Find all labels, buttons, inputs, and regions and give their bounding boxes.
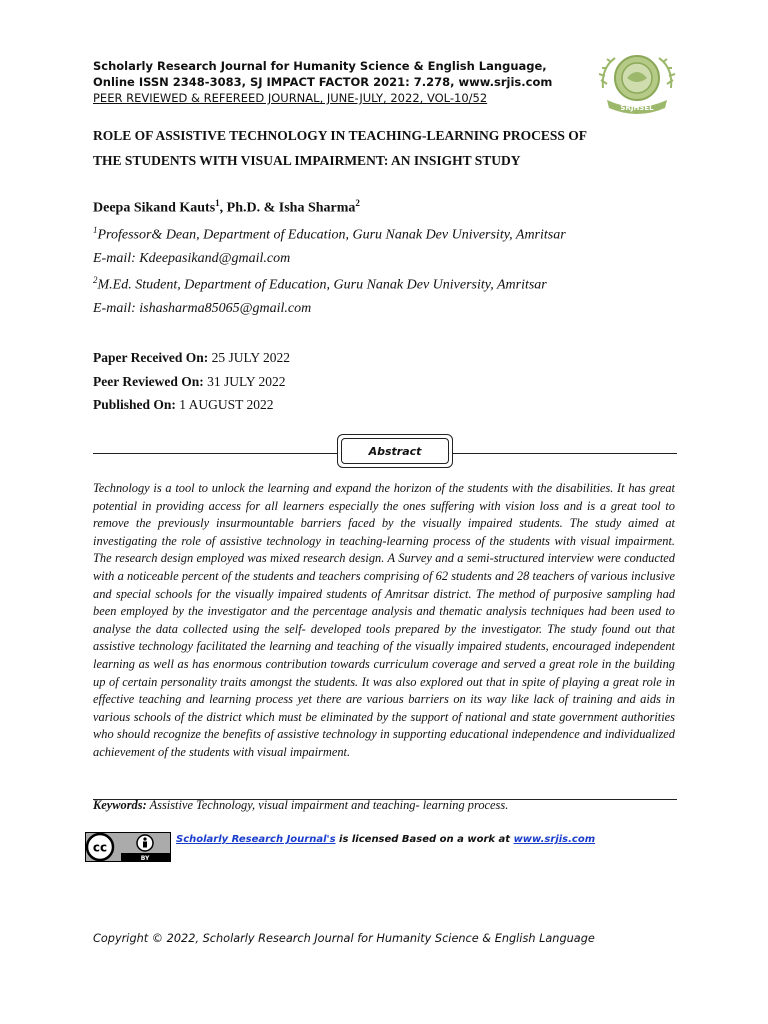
email-line: E-mail: ishasharma85065@gmail.com — [93, 301, 312, 316]
paper-title-line: ROLE OF ASSISTIVE TECHNOLOGY IN TEACHING-LEARNING PROCESS OF — [93, 128, 587, 143]
published-value: 1 AUGUST 2022 — [175, 397, 274, 412]
divider — [93, 453, 337, 454]
journal-peer-review: PEER REVIEWED & REFEREED JOURNAL, JUNE-JULY, 2022, VOL-10/52 — [93, 91, 488, 105]
journal-issn: Online ISSN 2348-3083, SJ IMPACT FACTOR 2021: 7.278, www.srjis.com — [93, 75, 553, 89]
journal-link[interactable]: Scholarly Research Journal's — [176, 834, 336, 845]
keywords-text: Assistive Technology, visual impairment and teaching- learning process. — [146, 798, 509, 812]
journal-header — [93, 58, 573, 106]
license-middle: is licensed Based on a work at — [335, 834, 514, 845]
reviewed-date — [93, 374, 286, 390]
received-value: 25 JULY 2022 — [208, 350, 291, 365]
keywords-label: Keywords: — [93, 798, 147, 812]
email-line: E-mail: Kdeepasikand@gmail.com — [93, 251, 291, 266]
logo-text: SRJHSEL — [620, 104, 654, 112]
author-name: Isha Sharma — [278, 200, 356, 216]
received-date — [93, 350, 290, 366]
cc-by-badge[interactable] — [85, 832, 171, 862]
affiliation-superscript: 2 — [93, 275, 98, 285]
journal-name: Scholarly Research Journal for Humanity Science & English Language, — [93, 59, 547, 73]
abstract-text: Technology is a tool to unlock the learning and expand the horizon of the students with the disabilities. It has great potential in providing access for all learners especially the ones suffering with vision loss and is a great tool to remove the previously insurmountable barriers faced by the visually impaired students. The study aimed at investigating the role of assistive technology in teaching-learning process of the students with visual impairment. The research design employed was mixed research design. A Survey and a semi-structured interview were conducted with a noticeable percent of the students and teachers comprising of 62 students and 28 teachers of various inclusive and special schools for the visually impaired students of Amritsar district. The method of purposive sampling had been employed by the investigator and the percentage analysis and thematic analysis techniques had been used to analyse the data collected using the self- developed tools prepared by the investigator. The study found out that assistive technology facilitated the learning and teaching of the visually impaired students, encouraged independent learning as well as has enormous contribution towards curriculum coverage and served a great role in the building up of certain personality traits amongst the students. It was also explored out that in spite of playing a great role in effective teaching and learning process yet there are various barriers on its way like lack of training and aids in various schools of the district which must be eliminated by the support of national and state government authorities who should recognize the benefits of assistive technology in supporting educational independence and individualized achievement of the students with visual impairment. — [93, 481, 675, 759]
cc-label: cc — [92, 840, 108, 855]
reviewed-value: 31 JULY 2022 — [203, 374, 286, 389]
affiliation-line — [93, 225, 566, 244]
author-superscript: 2 — [355, 198, 360, 208]
abstract-heading: Abstract — [341, 438, 449, 464]
author-degree: , Ph.D. & — [219, 200, 279, 216]
affiliation-text: Professor& Dean, Department of Education, Guru Nanak Dev University, Amritsar — [97, 227, 566, 243]
divider — [453, 453, 677, 454]
copyright-footer: Copyright © 2022, Scholarly Research Journal for Humanity Science & English Language — [93, 932, 595, 945]
affiliation-line — [93, 275, 547, 294]
keywords-line — [93, 798, 508, 813]
published-label: Published On: — [93, 397, 176, 412]
author-superscript: 1 — [215, 198, 220, 208]
by-label: BY — [140, 855, 150, 862]
paper-title-line: THE STUDENTS WITH VISUAL IMPAIRMENT: AN INSIGHT STUDY — [93, 153, 521, 168]
author-line — [93, 198, 360, 217]
journal-logo — [593, 48, 681, 116]
license-text — [176, 834, 595, 845]
affiliation-text: M.Ed. Student, Department of Education, Guru Nanak Dev University, Amritsar — [97, 277, 547, 293]
site-link[interactable]: www.srjis.com — [513, 834, 596, 845]
author-name: Deepa Sikand Kauts — [93, 200, 216, 216]
affiliation-superscript: 1 — [93, 225, 98, 235]
published-date — [93, 397, 274, 413]
paper-title — [93, 123, 693, 173]
received-label: Paper Received On: — [93, 350, 209, 365]
reviewed-label: Peer Reviewed On: — [93, 374, 204, 389]
abstract-heading-box — [337, 434, 453, 468]
